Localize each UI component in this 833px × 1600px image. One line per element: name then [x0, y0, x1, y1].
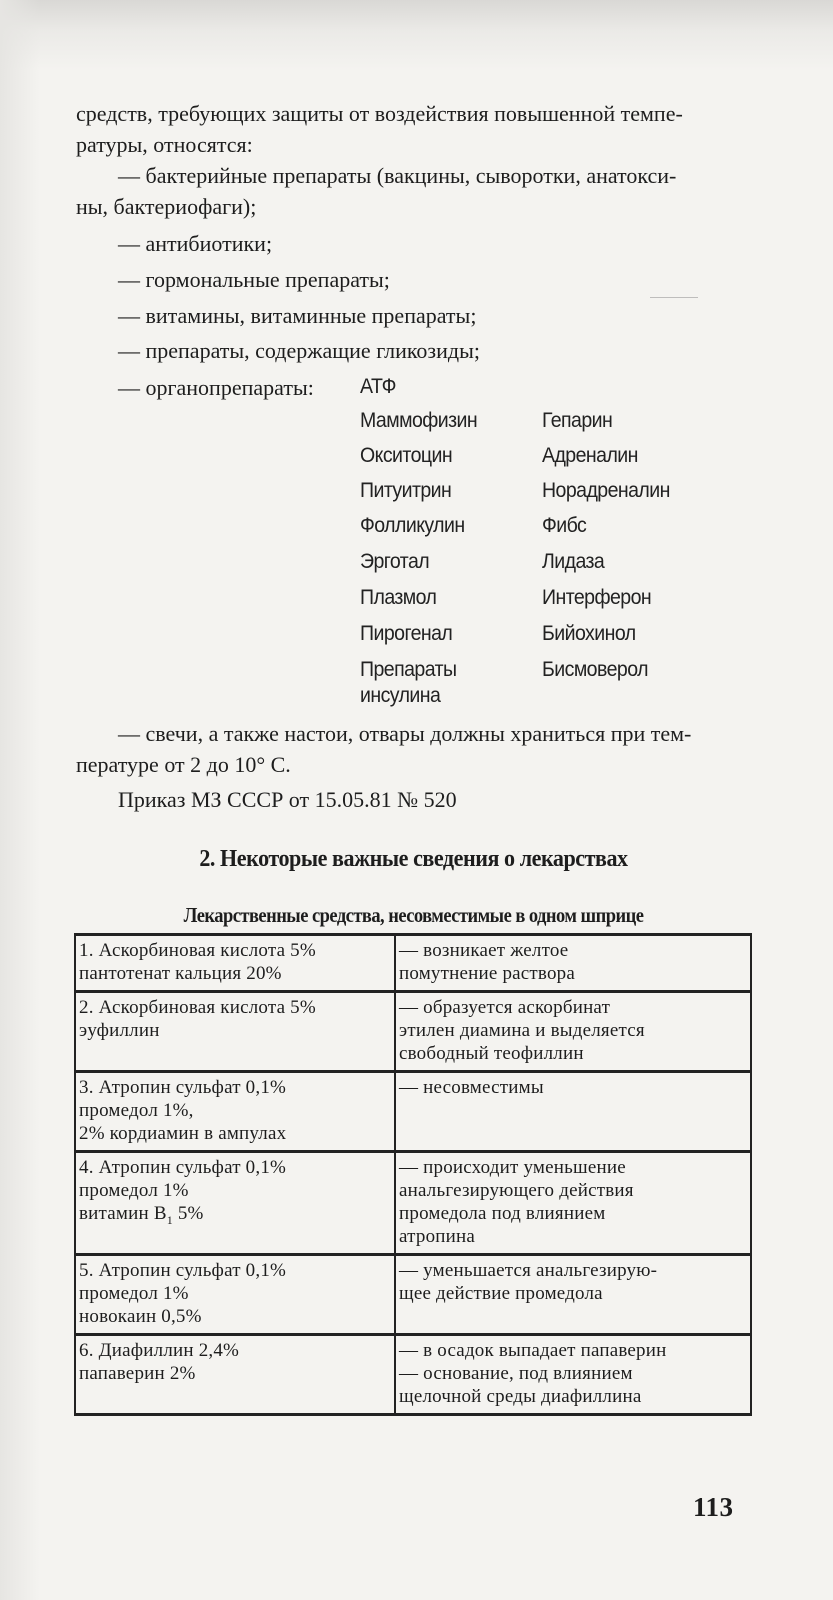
cell-line: промедол 1%, [79, 1100, 194, 1121]
organ-col1-item: Фолликулин [360, 514, 465, 537]
cell-line: — основание, под влиянием [399, 1363, 633, 1384]
cell-line: помутнение раствора [399, 963, 575, 984]
table-row [75, 1335, 751, 1415]
table-cell-effect [395, 935, 751, 992]
order-reference-text: Приказ МЗ СССР от 15.05.81 № 520 [118, 787, 457, 812]
storage-note-line-1: — свечи, а также настои, отвары должны храниться при тем- [118, 721, 692, 746]
cell-line: 2. Аскорбиновая кислота 5% [79, 997, 316, 1018]
order-reference [76, 784, 751, 815]
list-item-text: — препараты, содержащие гликозиды; [118, 338, 480, 363]
table-cell-drugs [75, 1335, 395, 1415]
intro-paragraph [76, 98, 751, 160]
organ-col1-item: Окситоцин [360, 444, 453, 467]
organ-col1-item: Плазмол [360, 586, 437, 609]
cell-line: промедола под влиянием [399, 1203, 606, 1224]
table-cell-effect [395, 1072, 751, 1152]
section-title: 2. Некоторые важные сведения о лекарствах [199, 846, 628, 872]
list-item-continuation: ны, бактериофаги); [76, 194, 257, 219]
table-title: Лекарственные средства, несовместимые в одном шприце [183, 903, 644, 927]
organ-col1-item: инсулина [360, 684, 441, 707]
organ-col2-item: Адреналин [542, 444, 638, 467]
organ-col2-item: Бисмоверол [542, 658, 648, 681]
table-row [75, 1255, 751, 1335]
storage-note-line-2: пературе от 2 до 10° С. [76, 752, 291, 777]
cell-line: — происходит уменьшение [399, 1157, 626, 1178]
scan-shadow-top [0, 0, 833, 70]
cell-line: 1. Аскорбиновая кислота 5% [79, 940, 316, 961]
organ-col1-item: Препараты [360, 658, 457, 681]
list-item [76, 228, 751, 259]
cell-line: пантотенат кальция 20% [79, 963, 282, 984]
table-row [75, 1152, 751, 1255]
scan-shadow-left [0, 0, 40, 1600]
cell-line: — уменьшается анальгезирую- [399, 1260, 658, 1281]
organ-col1-item: Пирогенал [360, 622, 453, 645]
cell-line: 2% кордиамин в ампулах [79, 1123, 287, 1144]
organ-col1-item: Маммофизин [360, 409, 478, 432]
cell-line: — образуется аскорбинат [399, 997, 611, 1018]
table-cell-drugs [75, 1152, 395, 1255]
vitamin-name: витамин В [79, 1203, 167, 1224]
table-cell-effect [395, 1152, 751, 1255]
organ-col2-item: Бийохинол [542, 622, 636, 645]
table-cell-drugs [75, 1072, 395, 1152]
table-cell-drugs [75, 992, 395, 1072]
table-cell-drugs [75, 1255, 395, 1335]
organ-col1-item: Эрготал [360, 550, 430, 573]
scan-artifact [650, 297, 698, 298]
list-item-text: — витамины, витаминные препараты; [118, 303, 477, 328]
table-cell-effect [395, 992, 751, 1072]
cell-line: промедол 1% [79, 1180, 189, 1201]
organ-col2-item: Гепарин [542, 409, 613, 432]
cell-line: — несовместимы [399, 1077, 544, 1098]
cell-line: атропина [399, 1226, 476, 1247]
table-cell-drugs [75, 935, 395, 992]
cell-line: 5. Атропин сульфат 0,1% [79, 1260, 287, 1281]
organ-col2-item: Фибс [542, 514, 587, 537]
list-item-text: — гормональные препараты; [118, 267, 390, 292]
organ-col2-item: Интерферон [542, 586, 652, 609]
cell-line: свободный теофиллин [399, 1043, 584, 1064]
list-item [76, 264, 751, 295]
table-row [75, 1072, 751, 1152]
cell-line: 6. Диафиллин 2,4% [79, 1340, 240, 1361]
organ-col2-item: Лидаза [542, 550, 605, 573]
cell-line: этилен диамина и выделяется [399, 1020, 645, 1041]
list-item: — бактерийные препараты (вакцины, сыворотки, анатокси- [118, 163, 677, 188]
organ-col1-item: Питуитрин [360, 479, 452, 502]
cell-line: щее действие промедола [399, 1283, 603, 1304]
cell-line: 3. Атропин сульфат 0,1% [79, 1077, 287, 1098]
cell-line: — в осадок выпадает папаверин [399, 1340, 667, 1361]
table-row [75, 935, 751, 992]
organ-label: — органопрепараты: [118, 375, 314, 400]
cell-line: папаверин 2% [79, 1363, 196, 1384]
cell-line: — возникает желтое [399, 940, 569, 961]
organ-col2-item: Норадреналин [542, 479, 670, 502]
incompatibility-table [74, 933, 752, 1416]
intro-line-1: средств, требующих защиты от воздействия повышенной темпе- [76, 101, 683, 126]
cell-line: эуфиллин [79, 1020, 160, 1041]
vitamin-dose: 5% [172, 1203, 204, 1224]
cell-line: анальгезирующего действия [399, 1180, 634, 1201]
cell-line-vitamin [79, 1202, 391, 1232]
page-number: 113 [693, 1492, 734, 1522]
cell-line: 4. Атропин сульфат 0,1% [79, 1157, 287, 1178]
list-item [76, 335, 751, 366]
storage-list [76, 160, 751, 222]
cell-line: щелочной среды диафиллина [399, 1386, 642, 1407]
list-item [76, 300, 751, 331]
organ-first: АТФ [360, 375, 396, 398]
storage-note [76, 718, 751, 780]
table-row [75, 992, 751, 1072]
list-item-text: — антибиотики; [118, 231, 273, 256]
vitamin-subscript: 1 [166, 1212, 173, 1227]
table-cell-effect [395, 1255, 751, 1335]
cell-line: промедол 1% [79, 1283, 189, 1304]
cell-line: новокаин 0,5% [79, 1306, 202, 1327]
table-cell-effect [395, 1335, 751, 1415]
intro-line-2: ратуры, относятся: [76, 132, 253, 157]
